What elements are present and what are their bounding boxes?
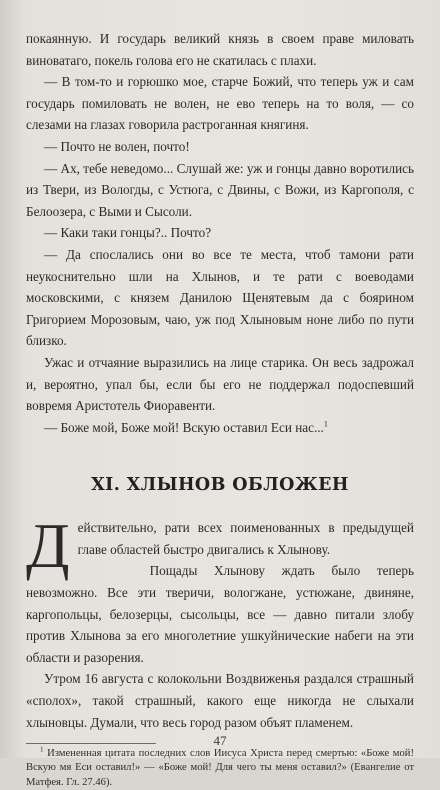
footnote-marker: 1 xyxy=(40,745,44,754)
chapter-heading: XI. ХЛЫНОВ ОБЛОЖЕН xyxy=(91,475,349,496)
paragraph: — Почто не волен, почто! xyxy=(44,138,190,154)
drop-cap-letter: Д xyxy=(26,510,70,582)
paragraph-with-footnote-ref xyxy=(26,417,414,439)
footnote-reference[interactable]: 1 xyxy=(323,419,328,429)
footnote xyxy=(26,747,414,790)
paragraph: — В том-то и горюшко мое, старче Божий, что теперь уж и сам государь помиловать не волен, не ево теперь на то воля, — со слезами на глазах говорила растроганная княгиня. xyxy=(26,74,414,133)
text-block-chapter xyxy=(26,510,414,733)
paragraph: Пощады Хлынову ждать было теперь невозможно. Все эти тверичи, вологжане, устюжане, двиняне, каргопольцы, белозерцы, сысольцы, все — давно питали злобу против Хлынова за его многолетние ушкуйнические набеги на эти области и разорения. xyxy=(26,563,414,665)
paragraph-text: ействительно, рати всех поименованных в предыдущей главе областей быстро двигались к Хлынову. xyxy=(77,520,414,557)
footnote-text: Измененная цитата последних слов Иисуса Христа перед смертью: «Боже мой! Вскую мя Еси оставил!» — «Боже мой! Для чего ты меня оставил?» (Евангелие от Матфея. Гл. 27.46). xyxy=(26,748,414,788)
paragraph: — Ах, тебе неведомо... Слушай же: уж и гонцы давно воротились из Твери, из Вологды, с Устюга, с Двины, с Вожи, из Каргополя, с Белоозера, с Выми и Сысоли. xyxy=(26,160,414,219)
paragraph: Ужас и отчаяние выразились на лице старика. Он весь задрожал и, вероятно, упал бы, если бы его не поддержал подоспевший вовремя Аристотель Фиоравенти. xyxy=(26,354,414,414)
chapter-first-paragraph xyxy=(26,510,414,582)
paragraph: покаянную. И государь великий князь в своем праве миловать виноватаго, покель голова его не скатилась с плахи. xyxy=(26,31,414,68)
paragraph: — Каки таки гонцы?.. Почто? xyxy=(44,225,212,241)
paragraph: Утром 16 августа с колокольни Воздвиженья раздался страшный «сполох», такой страшный, какого еще никогда не слыхали хлыновцы. Думали, что весь город разом объят пламенем. xyxy=(26,671,414,730)
paragraph-text: — Боже мой, Боже мой! Вскую оставил Еси нас... xyxy=(44,419,324,435)
paragraph: — Да спослались они во все те места, чтоб тамони рати неукоснительно шли на Хлынов, и те рати с воеводами московскими, с князем Данилою Щенятевым да с боярином Григорием Морозовым, чаю, уж под Хлыновым ноне либо по пути близко. xyxy=(26,246,414,349)
page-number: 47 xyxy=(213,733,227,749)
text-block-top xyxy=(26,28,414,438)
